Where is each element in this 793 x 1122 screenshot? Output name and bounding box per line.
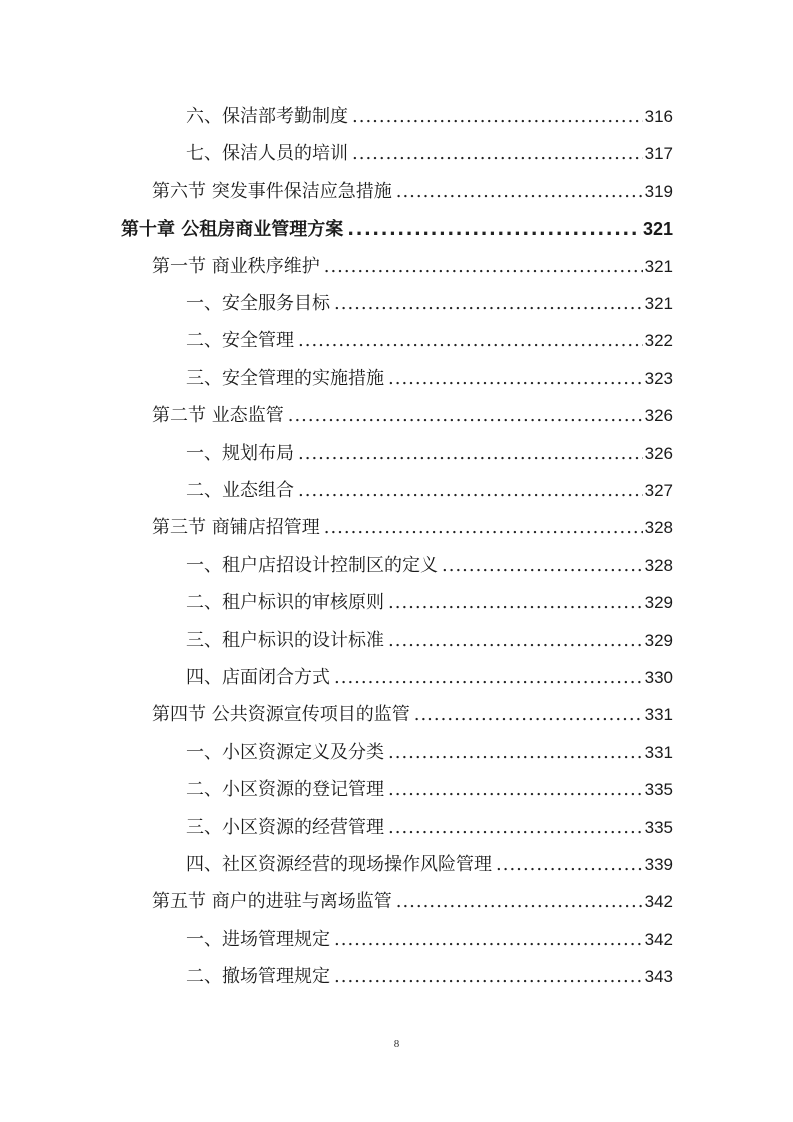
toc-entry-title: 四、店面闭合方式 [186, 667, 330, 688]
dot-leader [388, 813, 643, 843]
toc-item-entry[interactable] [186, 439, 673, 469]
toc-entry-page: 321 [642, 219, 673, 240]
dot-leader [334, 289, 643, 319]
dot-leader [388, 626, 643, 656]
toc-entry-title: 三、小区资源的经营管理 [186, 816, 384, 838]
toc-section-entry[interactable] [152, 887, 673, 917]
toc-entry-title: 二、小区资源的登记管理 [186, 779, 384, 801]
dot-leader [324, 513, 643, 543]
dot-leader [334, 663, 643, 693]
dot-leader [298, 476, 643, 506]
dot-leader [347, 215, 641, 245]
dot-leader [324, 252, 643, 282]
toc-item-entry[interactable] [186, 663, 673, 693]
toc-item-entry[interactable] [186, 326, 673, 356]
toc-entry-page: 331 [644, 705, 673, 725]
toc-item-entry[interactable] [186, 364, 673, 394]
toc-entry-title: 二、撤场管理规定 [186, 966, 330, 988]
dot-leader [298, 439, 643, 469]
toc-entry-page: 335 [644, 817, 673, 837]
dot-leader [388, 738, 643, 768]
dot-leader [414, 700, 643, 730]
toc-section-entry[interactable] [152, 252, 673, 282]
toc-entry-page: 326 [644, 443, 673, 463]
toc-entry-page: 317 [644, 144, 673, 164]
toc-entry-page: 316 [644, 107, 673, 126]
toc-section-entry[interactable] [152, 700, 673, 730]
toc-entry-page: 343 [644, 967, 673, 987]
toc-entry-title: 一、规划布局 [186, 442, 294, 464]
toc-entry-title: 四、社区资源经营的现场操作风险管理 [186, 854, 492, 875]
toc-item-entry[interactable] [186, 102, 673, 132]
dot-leader [442, 551, 643, 581]
toc-entry-page: 321 [644, 294, 673, 313]
toc-entry-title: 六、保洁部考勤制度 [186, 106, 348, 127]
dot-leader [496, 850, 643, 880]
toc-item-entry[interactable] [186, 551, 673, 581]
toc-entry-page: 329 [644, 593, 673, 613]
toc-section-entry[interactable] [152, 177, 673, 207]
dot-leader [334, 925, 643, 955]
toc-entry-title: 一、进场管理规定 [186, 928, 330, 950]
page-number: 8 [393, 1038, 400, 1050]
toc-entry-title: 一、租户店招设计控制区的定义 [186, 554, 438, 576]
toc-entry-title: 三、安全管理的实施措施 [186, 367, 384, 389]
dot-leader [352, 139, 643, 169]
toc-item-entry[interactable] [186, 139, 673, 169]
dot-leader [288, 401, 643, 431]
toc-entry-page: 342 [644, 892, 673, 912]
toc-entry-title: 二、租户标识的审核原则 [186, 592, 384, 614]
toc-item-entry[interactable] [186, 925, 673, 955]
toc-item-entry[interactable] [186, 738, 673, 768]
toc-item-entry[interactable] [186, 476, 673, 506]
toc-entry-page: 327 [644, 481, 673, 500]
toc-entry-title: 二、安全管理 [186, 330, 294, 352]
toc-entry-page: 328 [644, 555, 673, 575]
toc-entry-title: 第十章 公租房商业管理方案 [121, 219, 344, 241]
toc-section-entry[interactable] [152, 513, 673, 543]
toc-entry-page: 326 [644, 406, 673, 426]
toc-entry-page: 331 [644, 742, 673, 762]
dot-leader [396, 177, 643, 207]
dot-leader [352, 102, 643, 132]
toc-entry-title: 一、安全服务目标 [186, 293, 330, 314]
dot-leader [334, 962, 643, 992]
toc-item-entry[interactable] [186, 850, 673, 880]
toc-item-entry[interactable] [186, 962, 673, 992]
toc-entry-page: 322 [644, 331, 673, 351]
toc-entry-title: 第四节 公共资源宣传项目的监管 [152, 704, 410, 726]
toc-entry-page: 323 [644, 368, 673, 388]
dot-leader [388, 588, 643, 618]
dot-leader [388, 364, 643, 394]
toc-entry-title: 七、保洁人员的培训 [186, 143, 348, 165]
dot-leader [396, 887, 643, 917]
toc-item-entry[interactable] [186, 588, 673, 618]
toc-entry-title: 二、业态组合 [186, 480, 294, 501]
toc-item-entry[interactable] [186, 813, 673, 843]
toc-item-entry[interactable] [186, 775, 673, 805]
toc-entry-title: 第三节 商铺店招管理 [152, 517, 320, 539]
toc-entry-page: 339 [644, 855, 673, 874]
toc-section-entry[interactable] [152, 401, 673, 431]
toc-entry-title: 一、小区资源定义及分类 [186, 741, 384, 763]
toc-entry-title: 第二节 业态监管 [152, 405, 284, 427]
toc-entry-page: 321 [644, 256, 673, 276]
toc-item-entry[interactable] [186, 626, 673, 656]
toc-entry-title: 三、租户标识的设计标准 [186, 629, 384, 651]
toc-entry-page: 330 [644, 668, 673, 687]
dot-leader [388, 775, 643, 805]
dot-leader [298, 326, 643, 356]
toc-entry-title: 第六节 突发事件保洁应急措施 [152, 180, 392, 202]
toc-entry-page: 329 [644, 630, 673, 650]
toc-entry-page: 342 [644, 929, 673, 949]
toc-entry-page: 335 [644, 780, 673, 800]
toc-entry-page: 328 [644, 518, 673, 538]
toc-chapter-entry[interactable] [121, 214, 673, 244]
toc-entry-page: 319 [644, 181, 673, 201]
toc-item-entry[interactable] [186, 289, 673, 319]
toc-entry-title: 第五节 商户的进驻与离场监管 [152, 891, 392, 913]
toc-entry-title: 第一节 商业秩序维护 [152, 255, 320, 277]
